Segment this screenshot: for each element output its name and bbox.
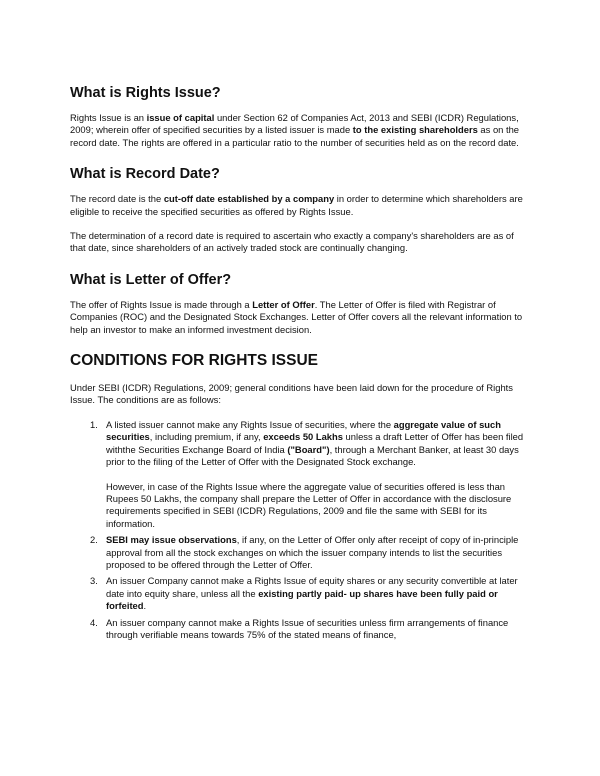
conditions-intro: Under SEBI (ICDR) Regulations, 2009; general conditions have been laid down for the procedure of Rights Issue. The conditions are as follows:	[70, 382, 513, 406]
letter-of-offer-paragraph: The offer of Rights Issue is made through a Letter of Offer. The Letter of Offer is filed with Registrar of Companies (ROC) and the Designated Stock Exchanges. Letter of Offer covers all the relevant information to help an investor to make an informed investment decision.	[70, 298, 523, 335]
list-item-number: 2.	[90, 534, 98, 546]
heading-conditions: CONDITIONS FOR RIGHTS ISSUE	[70, 352, 319, 370]
rights-issue-paragraph: Rights Issue is an issue of capital under Section 62 of Companies Act, 2013 and SEBI (ICDR) Regulations, 2009; wherein offer of specified securities by a listed issuer is made to the existing shareholders as on the record date. The rights are offered in a particular ratio to the number of securities held as on the record date.	[70, 112, 520, 148]
heading-rights-issue: What is Rights Issue?	[70, 85, 221, 101]
list-item-text: An issuer Company cannot make a Rights Issue of equity shares or any security convertible at later date into equity share, unless all the existing partly paid- up shares have been fully paid or forfeited.	[106, 575, 518, 612]
record-date-paragraph-1: The record date is the cut-off date established by a company in order to determine which shareholders are eligible to receive the specified securities as offered by Rights Issue.	[70, 193, 523, 217]
document-page	[70, 84, 530, 645]
list-item-text: An issuer company cannot make a Rights Issue of securities unless firm arrangements of finance through verifiable means towards 75% of the stated means of finance,	[106, 616, 509, 640]
list-item-text: A listed issuer cannot make any Rights Issue of securities, where the aggregate value of such securities, including premium, if any, exceeds 50 Lakhs unless a draft Letter of Offer has been filed withthe Securities Exchange Board of India ("Board"), through a Merchant Banker, at least 30 days prior to the filing of the Letter of Offer with the Designated Stock exchange.	[106, 418, 524, 468]
list-item-number: 1.	[90, 418, 98, 430]
list-item-subparagraph: However, in case of the Rights Issue where the aggregate value of securities offered is less than Rupees 50 Lakhs, the company shall prepare the Letter of Offer in accordance with the disclosure requirements specified in SEBI (ICDR) Regulations, 2009 and file the same with SEBI for its information.	[106, 480, 512, 529]
heading-letter-of-offer: What is Letter of Offer?	[70, 271, 232, 288]
list-item	[70, 617, 530, 642]
list-item-text: SEBI may issue observations, if any, on the Letter of Offer only after receipt of copy of in-principle approval from all the stock exchanges on which the issuer company intends to list the securities proposed to be offered through the Letter of Offer.	[106, 534, 519, 570]
record-date-paragraph-2: The determination of a record date is required to ascertain who exactly a company's shareholders are as of that date, since shareholders of an actively traded stock are continually changing.	[70, 230, 514, 254]
heading-record-date: What is Record Date?	[70, 166, 220, 183]
list-item	[70, 534, 530, 571]
conditions-list	[70, 419, 530, 642]
list-item	[70, 575, 530, 612]
list-item-number: 4.	[90, 616, 98, 628]
list-item	[70, 419, 530, 530]
list-item-number: 3.	[90, 575, 98, 587]
